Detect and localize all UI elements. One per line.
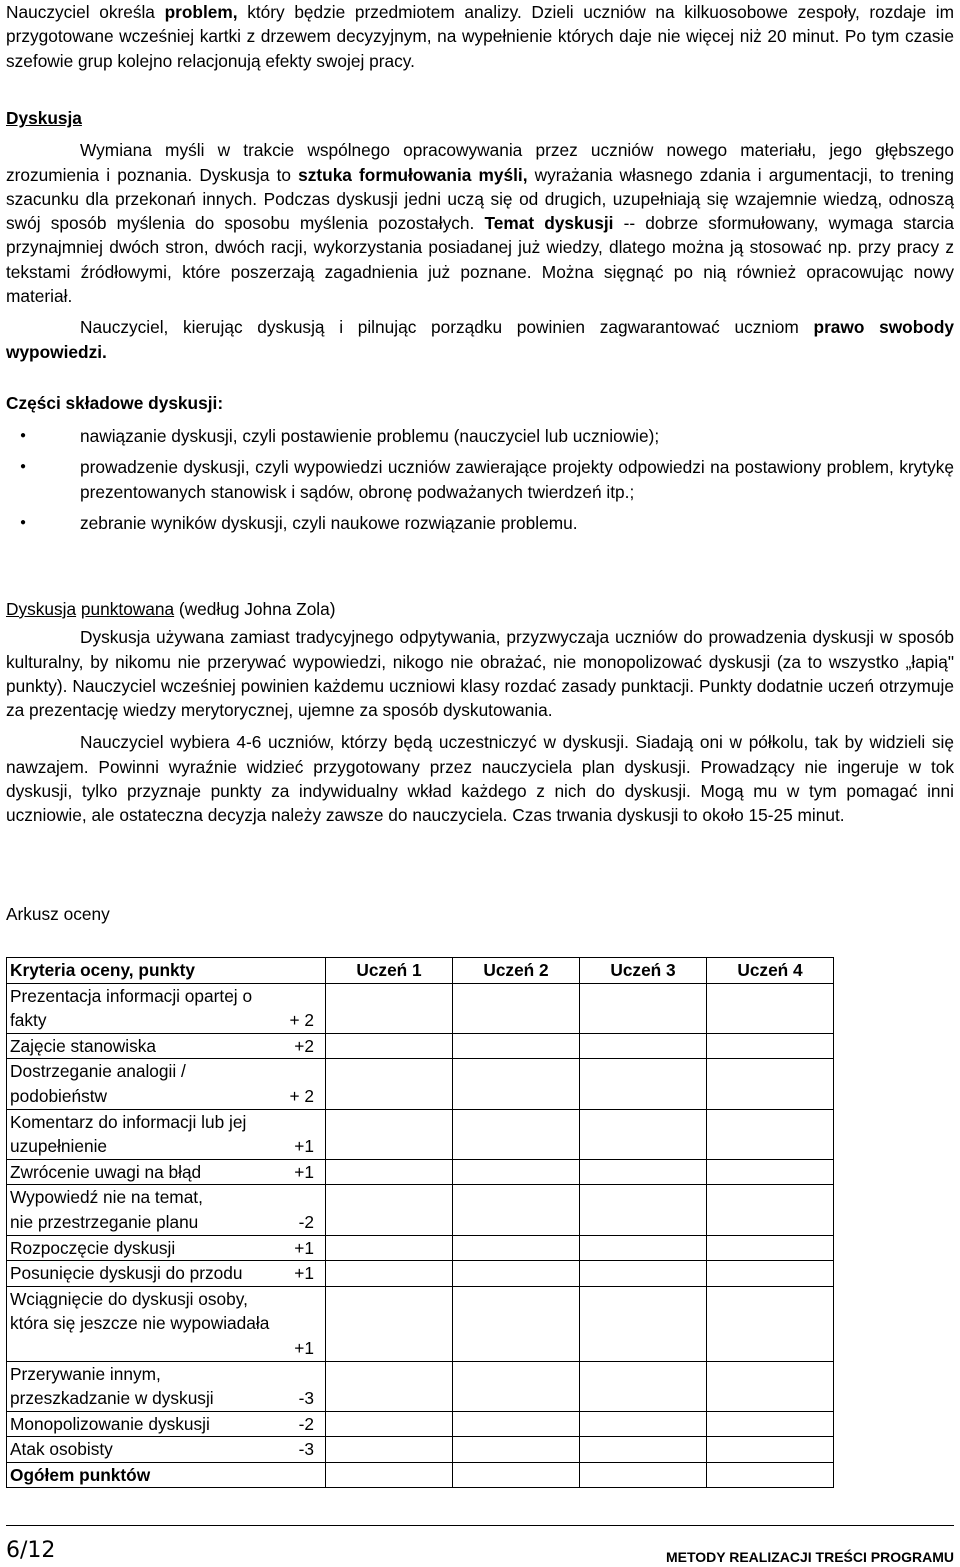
- score-cell: [580, 1033, 707, 1059]
- list-item: ● nawiązanie dyskusji, czyli postawienie problemu (nauczyciel lub uczniowie);: [6, 424, 954, 448]
- score-cell: [707, 1235, 834, 1261]
- table-row: [7, 1286, 834, 1361]
- bold-text: sztuka formułowania myśli,: [298, 164, 528, 185]
- section-punktowana: [6, 597, 954, 828]
- czesci-list: [6, 424, 954, 542]
- score-cell: [580, 1159, 707, 1185]
- criteria-points: +1: [294, 1136, 314, 1157]
- criteria-cell: [7, 1261, 326, 1287]
- score-cell: [580, 1286, 707, 1361]
- score-cell: [707, 1286, 834, 1361]
- table-row: [7, 983, 834, 1033]
- dyskusja-paragraph-1: [6, 138, 954, 308]
- score-cell: [453, 983, 580, 1033]
- score-cell: [580, 1261, 707, 1287]
- score-cell: [453, 1109, 580, 1159]
- list-item: ● zebranie wyników dyskusji, czyli naukowe rozwiązanie problemu.: [6, 511, 954, 535]
- table-row: [7, 1437, 834, 1463]
- score-cell: [453, 1033, 580, 1059]
- score-cell: [580, 1235, 707, 1261]
- list-item: ● prowadzenie dyskusji, czyli wypowiedzi uczniów zawierające projekty odpowiedzi na postawiony problem, krytykę prezentowanych stanowisk i sądów, obronę podważanych twierdzeń itp.;: [6, 455, 954, 504]
- heading-punktowana-b: punktowana: [80, 599, 175, 619]
- criteria-label: Rozpoczęcie dyskusji: [10, 1237, 176, 1258]
- table-row: [7, 1033, 834, 1059]
- criteria-cell: [7, 1286, 326, 1361]
- text: -- dobrze sformułowany, wymaga starcia przynajmniej dwóch stron, dwóch racji, wykorzystania posiadanej już wiedzy, dlatego można ją stosować np. przy pracy z tekstami źródłowymi, które poszerzają zagadnienia już poznane. Można sięgnąć po nią również opracowując nowy materiał.: [6, 213, 955, 307]
- criteria-label: nie przestrzeganie planu: [10, 1211, 199, 1232]
- header-student: Uczeń 1: [356, 960, 422, 980]
- score-cell: [453, 1286, 580, 1361]
- table-cell: [707, 1462, 834, 1488]
- score-cell: [326, 1033, 453, 1059]
- score-cell: [580, 1437, 707, 1463]
- criteria-line: Wciągnięcie do dyskusji osoby,: [10, 1288, 248, 1309]
- score-cell: [580, 983, 707, 1033]
- table-cell: [326, 1462, 453, 1488]
- bold-text: Temat dyskusji: [484, 213, 614, 234]
- score-cell: [580, 1109, 707, 1159]
- score-cell: [707, 1361, 834, 1411]
- score-cell: [707, 1411, 834, 1437]
- score-cell: [707, 1159, 834, 1185]
- score-cell: [326, 1109, 453, 1159]
- intro-bold: problem,: [164, 2, 238, 22]
- score-cell: [453, 1361, 580, 1411]
- criteria-label: Monopolizowanie dyskusji: [10, 1413, 210, 1434]
- criteria-line: Komentarz do informacji lub jej: [10, 1111, 247, 1132]
- criteria-line: Wypowiedź nie na temat,: [10, 1187, 203, 1208]
- criteria-cell: [7, 1437, 326, 1463]
- criteria-cell: [7, 1033, 326, 1059]
- header-student: Uczeń 2: [483, 960, 549, 980]
- criteria-points: + 2: [289, 1085, 314, 1106]
- table-header-row: [7, 958, 834, 984]
- score-cell: [326, 983, 453, 1033]
- criteria-line: Dostrzeganie analogii /: [10, 1061, 186, 1082]
- criteria-label: podobieństw: [10, 1085, 108, 1106]
- section-dyskusja: [6, 106, 954, 364]
- heading-dyskusja: Dyskusja: [6, 108, 82, 128]
- dyskusja-paragraph-2: [6, 315, 954, 364]
- criteria-label: Zajęcie stanowiska: [10, 1035, 156, 1056]
- criteria-label: przeszkadzanie w dyskusji: [10, 1388, 214, 1409]
- criteria-cell: [7, 1109, 326, 1159]
- criteria-cell: [7, 1185, 326, 1235]
- intro-paragraph: [6, 0, 954, 73]
- punktowana-paragraph-1: Dyskusja używana zamiast tradycyjnego odpytywania, przyzwyczaja uczniów do prowadzenia dyskusji w sposób kulturalny, by nikomu nie przerywać wypowiedzi, nikogo nie obrażać, nie monopolizować dyskusji (za to wszystko „łapią" punkty). Nauczyciel wcześniej powinien każdemu uczniowi klasy rozdać zasady punktacji. Punkty dodatnie uczeń otrzymuje za prezentację wiedzy merytorycznej, ujemne za sposób dyskutowania.: [6, 627, 954, 721]
- criteria-points: +1: [294, 1263, 314, 1284]
- score-cell: [326, 1059, 453, 1109]
- table-row: [7, 1411, 834, 1437]
- table-row: [7, 1185, 834, 1235]
- score-cell: [453, 1059, 580, 1109]
- criteria-points: + 2: [289, 1010, 314, 1031]
- criteria-points: -3: [298, 1439, 314, 1460]
- heading-czesci: Części składowe dyskusji:: [6, 393, 224, 413]
- criteria-label: Atak osobisty: [10, 1439, 113, 1460]
- score-cell: [326, 1261, 453, 1287]
- criteria-cell: [7, 1235, 326, 1261]
- criteria-points: +2: [294, 1035, 314, 1056]
- score-cell: [453, 1261, 580, 1287]
- criteria-label: która się jeszcze nie wypowiadała: [10, 1313, 270, 1334]
- score-cell: [707, 1109, 834, 1159]
- criteria-points: +1: [294, 1161, 314, 1182]
- score-cell: [453, 1411, 580, 1437]
- score-cell: [326, 1286, 453, 1361]
- criteria-label: fakty: [10, 1010, 47, 1031]
- score-cell: [580, 1411, 707, 1437]
- score-cell: [707, 1059, 834, 1109]
- table-row: [7, 1261, 834, 1287]
- table-row: [7, 1235, 834, 1261]
- score-cell: [707, 1261, 834, 1287]
- score-cell: [326, 1235, 453, 1261]
- score-cell: [707, 1185, 834, 1235]
- score-cell: [453, 1159, 580, 1185]
- intro-text: Nauczyciel określa: [6, 2, 165, 22]
- table-row: [7, 1059, 834, 1109]
- heading-punktowana-c: (według Johna Zola): [174, 599, 336, 619]
- header-criteria: Kryteria oceny, punkty: [10, 960, 196, 980]
- page-footer: [6, 1525, 954, 1565]
- heading-punktowana-a: Dyskusja: [6, 599, 77, 619]
- text: Wymiana myśli w trakcie wspólnego opracowywania przez uczniów nowego materiału, jego głębszego zrozumienia i poznania. Dyskusja to: [6, 140, 954, 185]
- score-cell: [707, 983, 834, 1033]
- criteria-label: uzupełnienie: [10, 1136, 108, 1157]
- table-row: [7, 1109, 834, 1159]
- text: wyrażania własnego zdania i argumentacji, to trening szacunku dla przekonań innych. Podczas dyskusji jedni uczą się od drugich, uzupełniają się wzajemnie wiedzą, odnoszą swój sposób myślenia do sposobu myślenia pozostałych.: [6, 164, 954, 234]
- criteria-cell: [7, 1411, 326, 1437]
- footer-title: METODY REALIZACJI TREŚCI PROGRAMU: [665, 1549, 954, 1565]
- header-student: Uczeń 3: [610, 960, 676, 980]
- score-table: [6, 957, 834, 1488]
- text: Nauczyciel, kierując dyskusją i pilnując porządku powinien zagwarantować uczniom: [80, 317, 814, 338]
- score-cell: [326, 1185, 453, 1235]
- score-cell: [580, 1361, 707, 1411]
- table-row: [7, 1361, 834, 1411]
- score-cell: [326, 1411, 453, 1437]
- score-cell: [580, 1059, 707, 1109]
- criteria-points: -3: [298, 1388, 314, 1409]
- score-cell: [326, 1159, 453, 1185]
- header-student: Uczeń 4: [737, 960, 803, 980]
- table-row: [7, 1159, 834, 1185]
- score-cell: [707, 1033, 834, 1059]
- criteria-line: Przerywanie innym,: [10, 1363, 161, 1384]
- score-cell: [453, 1185, 580, 1235]
- page-number: 6/12: [6, 1538, 56, 1563]
- score-cell: [326, 1437, 453, 1463]
- criteria-line: Prezentacja informacji opartej o: [10, 985, 253, 1006]
- score-cell: [326, 1361, 453, 1411]
- criteria-label: Posunięcie dyskusji do przodu: [10, 1263, 243, 1284]
- criteria-points: +1: [294, 1337, 314, 1358]
- criteria-points: -2: [298, 1211, 314, 1232]
- criteria-cell: [7, 1361, 326, 1411]
- score-cell: [580, 1185, 707, 1235]
- score-cell: [453, 1235, 580, 1261]
- punktowana-paragraph-2: Nauczyciel wybiera 4-6 uczniów, którzy będą uczestniczyć w dyskusji. Siadają oni w półkolu, tak by widzieli się nawzajem. Powinni wyraźnie widzieć przygotowany przez nauczyciela plan dyskusji. Prowadzący nie ingeruje w tok dyskusji, tylko przyznaje punkty za indywidualny wkład każdego z nich do dyskusji. Mogą mu w tym pomagać inni uczniowie, ale ostateczna decyzja należy zawsze do nauczyciela. Czas trwania dyskusji to około 15-25 minut.: [6, 732, 954, 826]
- table-total-row: [7, 1462, 834, 1488]
- criteria-label: Zwrócenie uwagi na błąd: [10, 1161, 202, 1182]
- total-label: Ogółem punktów: [10, 1464, 151, 1485]
- score-cell: [707, 1437, 834, 1463]
- criteria-cell: [7, 983, 326, 1033]
- criteria-points: -2: [298, 1413, 314, 1434]
- score-cell: [453, 1437, 580, 1463]
- criteria-cell: [7, 1059, 326, 1109]
- criteria-cell: [7, 1159, 326, 1185]
- table-cell: [453, 1462, 580, 1488]
- arkusz-title: Arkusz oceny: [6, 904, 110, 924]
- bold-text: prawo swobody wypowiedzi.: [6, 317, 954, 362]
- table-cell: [580, 1462, 707, 1488]
- intro-text-2: który będzie przedmiotem analizy. Dzieli uczniów na kilkuosobowe zespoły, rozdaje im przygotowane wcześniej kartki z drzewem decyzyjnym, na wypełnienie których daje nie więcej niż 20 minut. Po tym czasie szefowie grup kolejno relacjonują efekty swojej pracy.: [6, 2, 954, 71]
- criteria-points: +1: [294, 1237, 314, 1258]
